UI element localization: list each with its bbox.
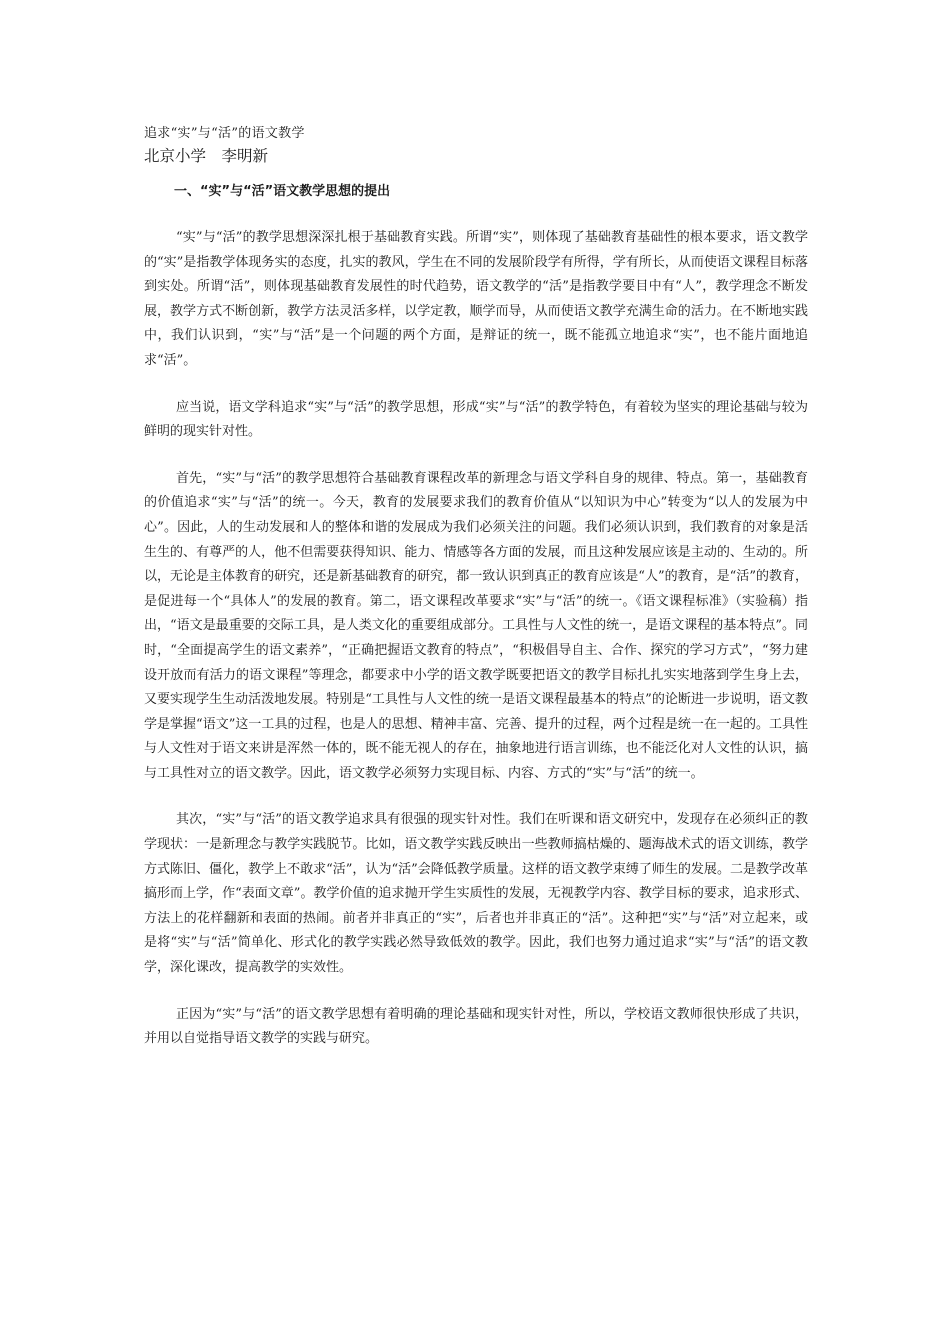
body-paragraph-3: 首先，“实”与“活”的教学思想符合基础教育课程改革的新理念与语文学科自身的规律、特点。第一，基础教育的价值追求“实”与“活”的统一。今天，教育的发展要求我们的教育价值从“以知识为中心”转变为“以人的发展为中心”。因此，人的生动发展和人的整体和谐的发展成为我们必须关注的问题。我们必须认识到，我们教育的对象是活生生的、有尊严的人，他不但需要获得知识、能力、情感等各方面的发展，而且这种发展应该是主动的、生动的。所以，无论是主体教育的研究，还是新基础教育的研究，都一致认识到真正的教育应该是“人”的教育，是“活”的教育，是促进每一个“具体人”的发展的教育。第二，语文课程改革要求“实”与“活”的统一。《语文课程标准》（实验稿）指出，“语文是最重要的交际工具，是人类文化的重要组成部分。工具性与人文性的统一，是语文课程的基本特点”。同时，“全面提高学生的语文素养”，“正确把握语文教育的特点”，“积极倡导自主、合作、探究的学习方式”，“努力建设开放而有活力的语文课程”等理念，都要求中小学的语文教学既要把语文的教学目标扎扎实实地落到学生身上去，又要实现学生生动活泼地发展。特别是“工具性与人文性的统一是语文课程最基本的特点”的论断进一步说明，语文教学是掌握“语文”这一工具的过程，也是人的思想、精神丰富、完善、提升的过程，两个过程是统一在一起的。工具性与人文性对于语文来讲是浑然一体的，既不能无视人的存在，抽象地进行语言训练，也不能泛化对人文性的认识，搞与工具性对立的语文教学。因此，语文教学必须努力实现目标、内容、方式的“实”与“活”的统一。 [144, 470, 808, 781]
body-paragraph-1: “实”与“活”的教学思想深深扎根于基础教育实践。所谓“实”，则体现了基础教育基础性的根本要求，语文教学的“实”是指教学体现务实的态度，扎实的教风，学生在不同的发展阶段学有所得，学有所长，从而使语文课程目标落到实处。所谓“活”，则体现基础教育发展性的时代趋势，语文教学的“活”是指教学要目中有“人”，教学理念不断发展，教学方式不断创新，教学方法灵活多样，以学定教，顺学而导，从而使语文教学充满生命的活力。在不断地实践中，我们认识到，“实”与“活”是一个问题的两个方面，是辩证的统一，既不能孤立地追求“实”，也不能片面地追求“活”。 [144, 230, 808, 368]
body-paragraph-2: 应当说，语文学科追求“实”与“活”的教学思想，形成“实”与“活”的教学特色，有着较为坚实的理论基础与较为鲜明的现实针对性。 [144, 399, 808, 440]
document-author: 北京小学 李明新 [144, 147, 269, 165]
body-paragraph-5: 正因为“实”与“活”的语文教学思想有着明确的理论基础和现实针对性，所以，学校语文教师很快形成了共识，并用以自觉指导语文教学的实践与研究。 [144, 1006, 808, 1047]
document-page [144, 124, 808, 1074]
document-title: 追求“实”与“活”的语文教学 [144, 126, 305, 141]
body-paragraph-4: 其次，“实”与“活”的语文教学追求具有很强的现实针对性。我们在听课和语文研究中，发现存在必须纠正的教学现状：一是新理念与教学实践脱节。比如，语文教学实践反映出一些教师搞枯燥的、题海战术式的语文训练，教学方式陈旧、僵化，教学上不敢求“活”，认为“活”会降低教学质量。这样的语文教学束缚了师生的发展。二是教学改革搞形而上学，作“表面文章”。教学价值的追求抛开学生实质性的发展，无视教学内容、教学目标的要求，追求形式、方法上的花样翻新和表面的热闹。前者并非真正的“实”，后者也并非真正的“活”。这种把“实”与“活”对立起来，或是将“实”与“活”简单化、形式化的教学实践必然导致低效的教学。因此，我们也努力通过追求“实”与“活”的语文教学，深化课改，提高教学的实效性。 [144, 812, 808, 976]
section-heading: 一、“实”与“活”语文教学思想的提出 [174, 184, 391, 199]
